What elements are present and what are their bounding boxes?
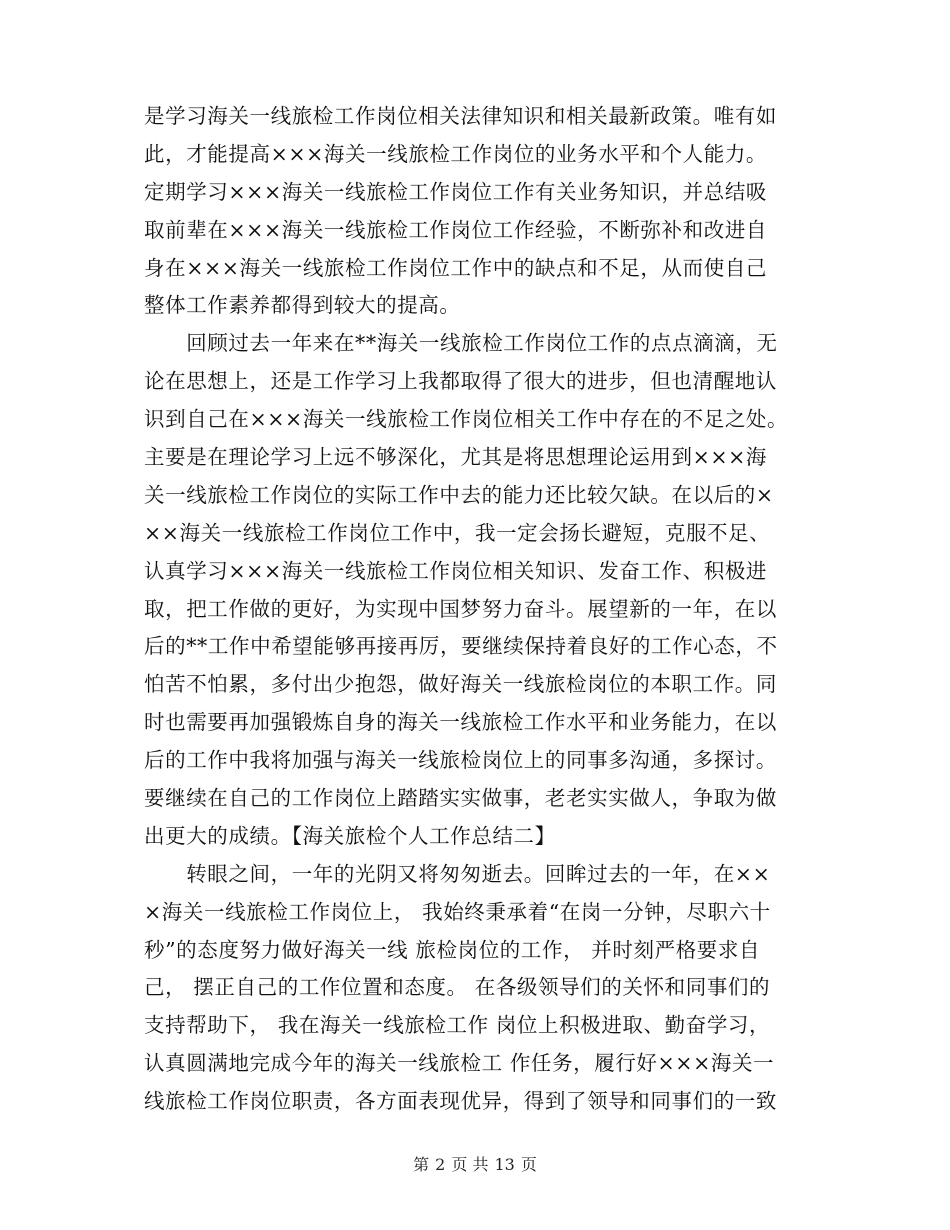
text-line: 怕苦不怕累，多付出少抱怨，做好海关一线旅检岗位的本职工作。同 [144,672,777,697]
text-line: 后的**工作中希望能够再接再厉，要继续保持着良好的工作心态，不 [144,634,778,659]
text-line: 时也需要再加强锻炼自身的海关一线旅检工作水平和业务能力，在以 [144,710,777,735]
page-total: 13 [494,1155,515,1174]
text-line: 己， 摆正自己的工作位置和态度。 在各级领导们的关怀和同事们的 [144,975,771,1000]
text-line: ××海关一线旅检工作岗位工作中，我一定会扬长避短，克服不足、 [144,520,771,545]
text-line: 取前辈在×××海关一线旅检工作岗位工作经验，不断弥补和改进自 [144,217,768,242]
text-line: 后的工作中我将加强与海关一线旅检岗位上的同事多沟通，多探讨。 [144,748,777,773]
text-line: 定期学习×××海关一线旅检工作岗位工作有关业务知识，并总结吸 [144,179,768,204]
text-line: 取，把工作做的更好，为实现中国梦努力奋斗。展望新的一年，在以 [144,596,777,621]
text-line: ×海关一线旅检工作岗位上， 我始终秉承着“在岗一分钟，尽职六十 [144,899,771,924]
text-line: 识到自己在×××海关一线旅检工作岗位相关工作中存在的不足之处。 [144,407,789,432]
footer-prefix: 第 [413,1155,430,1174]
text-line: 要继续在自己的工作岗位上踏踏实实做事，老老实实做人，争取为做 [144,786,777,811]
text-line: 线旅检工作岗位职责，各方面表现优异，得到了领导和同事们的一致 [144,1089,777,1114]
text-line: 论在思想上，还是工作学习上我都取得了很大的进步，但也清醒地认 [144,369,777,394]
text-line: 出更大的成绩。【海关旅检个人工作总结二】 [144,823,556,848]
text-line: 回顾过去一年来在**海关一线旅检工作岗位工作的点点滴滴，无 [144,331,778,356]
text-line: 认真圆满地完成今年的海关一线旅检工 作任务，履行好×××海关一 [144,1051,775,1076]
text-line: 是学习海关一线旅检工作岗位相关法律知识和相关最新政策。唯有如 [144,104,777,128]
text-line: 身在×××海关一线旅检工作岗位工作中的缺点和不足，从而使自己 [144,255,768,280]
text-line: 支持帮助下， 我在海关一线旅检工作 岗位上积极进取、勤奋学习， [144,1013,771,1038]
footer-middle: 页 共 [451,1155,489,1174]
text-line: 转眼之间，一年的光阴又将匆匆逝去。回眸过去的一年，在×× [144,861,771,886]
footer-suffix: 页 [520,1155,537,1174]
text-line: 主要是在理论学习上远不够深化，尤其是将思想理论运用到×××海 [144,445,768,470]
page-number: 2 [435,1155,446,1174]
page-footer [0,1152,950,1175]
body-text [144,98,814,1121]
text-line: 认真学习×××海关一线旅检工作岗位相关知识、发奋工作、积极进 [144,558,768,583]
text-line: 秒”的态度努力做好海关一线 旅检岗位的工作， 并时刻严格要求自 [144,937,761,962]
text-line: 此，才能提高×××海关一线旅检工作岗位的业务水平和个人能力。 [144,141,768,166]
text-line: 关一线旅检工作岗位的实际工作中去的能力还比较欠缺。在以后的× [144,482,774,507]
text-line: 整体工作素养都得到较大的提高。 [144,293,461,318]
